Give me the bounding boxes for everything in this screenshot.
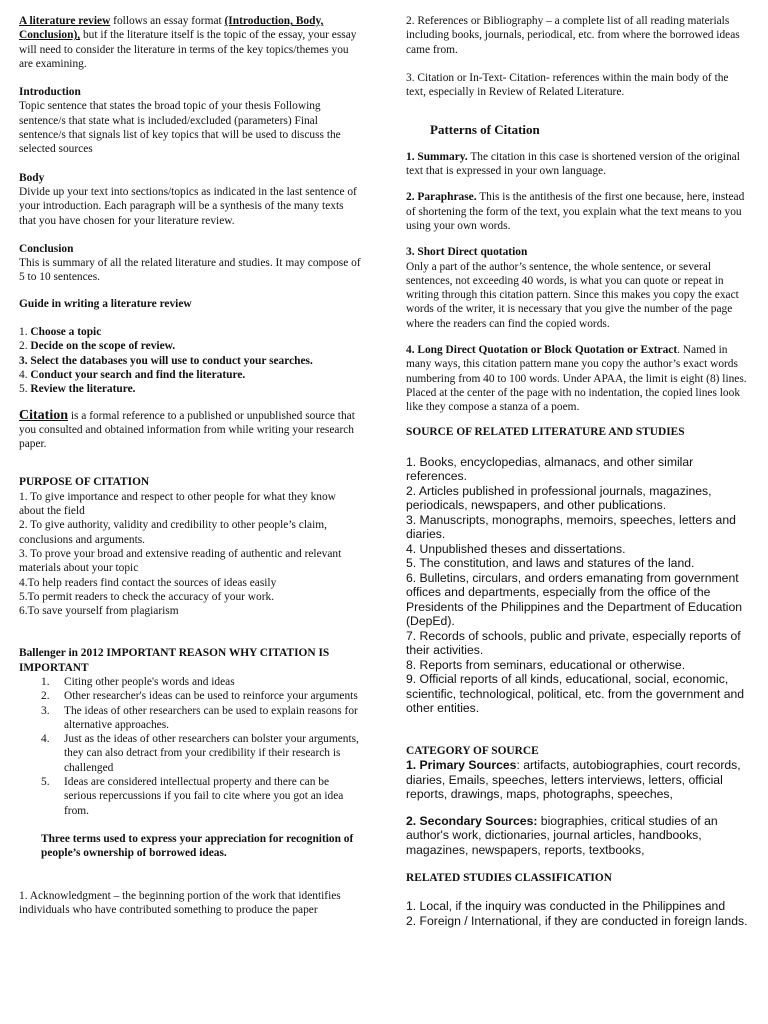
introduction-body: Topic sentence that states the broad topic of your thesis Following sentence/s that state what is included/excluded (parameters) Final sentence/s that signals list of key topics that will be used to discuss the selected sources: [19, 100, 341, 156]
item-number: 2.: [41, 690, 50, 703]
pattern-text: . Named in many ways, this citation pattern mane you copy the author’s exact words numbering from 40 to 100 words. Under APAA, the limit is eight (8) lines. Placed at the center of the page with no indentation, the copied lines look like they compose a stanza of a poem.: [406, 344, 747, 414]
primary-sources-label: 1. Primary Sources: [406, 758, 517, 773]
item-text: Other researcher's ideas can be used to reinforce your arguments: [64, 690, 358, 703]
studies-item: 2. Foreign / International, if they are conducted in foreign lands.: [406, 913, 748, 928]
conclusion-body: This is summary of all the related literature and studies. It may compose of 5 to 10 sentences.: [19, 257, 361, 284]
intro-lead-text-a: follows an essay format: [110, 15, 225, 27]
pattern-label: 4. Long Direct Quotation or Block Quotation or Extract: [406, 344, 678, 357]
right-column: [406, 14, 750, 928]
item-number: 5.: [41, 776, 50, 789]
body-heading: Body: [19, 171, 45, 184]
source-item: 2. Articles published in professional journals, magazines, periodicals, newspapers, and other publications.: [406, 483, 712, 513]
studies-heading: RELATED STUDIES CLASSIFICATION: [406, 872, 612, 885]
item-text: The ideas of other researchers can be used to explain reasons for alternative approaches.: [64, 704, 358, 731]
left-column: [19, 14, 363, 917]
sources-heading: SOURCE OF RELATED LITERATURE AND STUDIES: [406, 425, 685, 438]
source-item: 7. Records of schools, public and private, especially reports of their activities.: [406, 628, 741, 658]
item-number: 3.: [41, 704, 50, 717]
step-text: Conduct your search and find the literature.: [30, 368, 246, 381]
purpose-item: 4.To help readers find contact the sources of ideas easily: [19, 576, 277, 589]
secondary-sources-label: 2. Secondary Sources:: [406, 813, 538, 828]
purpose-item: 3. To prove your broad and extensive reading of authentic and relevant materials about your topic: [19, 547, 342, 575]
purpose-item: 6.To save yourself from plagiarism: [19, 605, 179, 618]
source-item: 8. Reports from seminars, educational or otherwise.: [406, 657, 686, 672]
essay-format-term: (Introduction, Body, Conclusion),: [19, 15, 324, 42]
references-item: 2. References or Bibliography – a complete list of all reading materials including books, journals, periodical, etc. from where the borrowed ideas came from.: [406, 15, 740, 56]
list-item: [19, 704, 363, 733]
source-item: 1. Books, encyclopedias, almanacs, and other similar references.: [406, 454, 694, 484]
primary-sources: [406, 758, 750, 802]
studies-list: [406, 899, 750, 928]
intro-lead-paragraph: [19, 14, 363, 71]
pattern-label: 1. Summary.: [406, 150, 468, 163]
step-text: Review the literature.: [30, 383, 136, 396]
guide-steps: [19, 325, 363, 396]
guide-step: [19, 354, 363, 368]
purpose-list: [19, 490, 363, 619]
introduction-heading: Introduction: [19, 86, 81, 99]
purpose-item: 5.To permit readers to check the accuracy of your work.: [19, 590, 275, 603]
secondary-sources: [406, 814, 750, 858]
purpose-item: 2. To give authority, validity and credibility to other people’s claim, conclusions and arguments.: [19, 519, 327, 546]
item-text: Just as the ideas of other researchers can bolster your arguments, they can also detract from your credibility if their research is challenged: [64, 733, 359, 774]
pattern-text: The citation in this case is shortened version of the original text that is expressed in your own language.: [406, 150, 740, 178]
pattern-paraphrase: [406, 190, 750, 233]
lit-review-term: A literature review: [19, 15, 111, 27]
acknowledgment-item: 1. Acknowledgment – the beginning portion of the work that identifies individuals who have contributed something to produce the paper: [19, 889, 341, 916]
conclusion-heading: Conclusion: [19, 242, 74, 255]
list-item: [19, 689, 363, 703]
purpose-heading: PURPOSE OF CITATION: [19, 476, 150, 489]
patterns-heading: Patterns of Citation: [430, 122, 540, 138]
ballenger-list: [19, 675, 363, 818]
guide-step: [19, 325, 363, 339]
source-item: 4. Unpublished theses and dissertations.: [406, 541, 626, 556]
studies-item: 1. Local, if the inquiry was conducted in the Philippines and: [406, 899, 726, 914]
guide-heading: Guide in writing a literature review: [19, 297, 192, 310]
item-number: 4.: [41, 733, 50, 746]
source-item: 5. The constitution, and laws and statures of the land.: [406, 556, 695, 571]
step-text: Select the databases you will use to conduct your searches.: [30, 354, 313, 367]
guide-step: [19, 339, 363, 353]
in-text-citation-item: 3. Citation or In-Text- Citation- references within the main body of the text, especially in Review of Related Literature.: [406, 71, 729, 99]
pattern-text: This is the antithesis of the first one because, here, instead of shortening the form of the text, you explain what the text means to you using your own words.: [406, 191, 745, 232]
citation-definition: [19, 409, 363, 452]
step-number: 5.: [19, 383, 31, 396]
list-item: [19, 675, 363, 689]
sources-list: [406, 455, 750, 716]
body-text: Divide up your text into sections/topics as indicated in the last sentence of your introduction. Each paragraph will be a synthesis of the many texts that you have chosen for your literature review.: [19, 185, 357, 227]
step-text: Decide on the scope of review.: [30, 340, 176, 353]
step-text: Choose a topic: [30, 326, 102, 339]
list-item: [19, 775, 363, 818]
step-number: 4.: [19, 368, 31, 381]
primary-sources-text: : artifacts, autobiographies, court records, diaries, Emails, speeches, letters interviews, letters, official reports, drawings, maps, photographs, speeches,: [406, 758, 741, 802]
step-number: 3.: [19, 354, 31, 367]
category-heading: CATEGORY OF SOURCE: [406, 744, 539, 757]
item-text: Citing other people's words and ideas: [64, 675, 235, 688]
pattern-short-quote-text: Only a part of the author’s sentence, the whole sentence, or several sentences, not exceeding 40 words, is what you can quote or repeat in writing through this citation pattern. Since this makes you copy the exact words of the writer, it is necessary that you give the number of the page where the readers can find the copied words.: [406, 260, 739, 330]
source-item: 9. Official reports of all kinds, educational, social, economic, scientific, technological, political, etc. from the government and other entities.: [406, 672, 745, 716]
ballenger-heading: Ballenger in 2012 IMPORTANT REASON WHY CITATION IS IMPORTANT: [19, 647, 330, 674]
pattern-label: 2. Paraphrase.: [406, 191, 477, 204]
pattern-long-quote: [406, 343, 750, 414]
list-item: [19, 732, 363, 775]
pattern-short-quote-label: 3. Short Direct quotation: [406, 246, 528, 259]
citation-term: Citation: [19, 407, 68, 423]
item-text: Ideas are considered intellectual property and there can be serious repercussions if you fail to cite where you got an idea from.: [64, 776, 344, 817]
item-number: 1.: [41, 675, 50, 688]
purpose-item: 1. To give importance and respect to other people for what they know about the field: [19, 490, 336, 518]
step-number: 2.: [19, 340, 31, 353]
guide-step: [19, 382, 363, 396]
secondary-sources-text: biographies, critical studies of an author's work, dictionaries, journal articles, handbooks, magazines, newspapers, reports, textbooks,: [406, 813, 718, 857]
intro-lead-text-b: but if the literature itself is the topic of the essay, your essay will need to consider the literature in terms of the key topics/themes you are examining.: [19, 29, 357, 70]
three-terms-heading: Three terms used to express your appreciation for recognition of people’s ownership of borrowed ideas.: [41, 832, 354, 860]
citation-definition-text: is a formal reference to a published or unpublished source that you consulted and obtained information from while writing your research paper.: [19, 409, 355, 451]
source-item: 6. Bulletins, circulars, and orders emanating from government offices and departments, especially from the office of the Presidents of the Philippines and the Department of Education (DepEd).: [406, 570, 743, 629]
source-item: 3. Manuscripts, monographs, memoirs, speeches, letters and diaries.: [406, 512, 736, 542]
guide-step: [19, 368, 363, 382]
step-number: 1.: [19, 326, 31, 339]
pattern-summary: [406, 150, 750, 179]
